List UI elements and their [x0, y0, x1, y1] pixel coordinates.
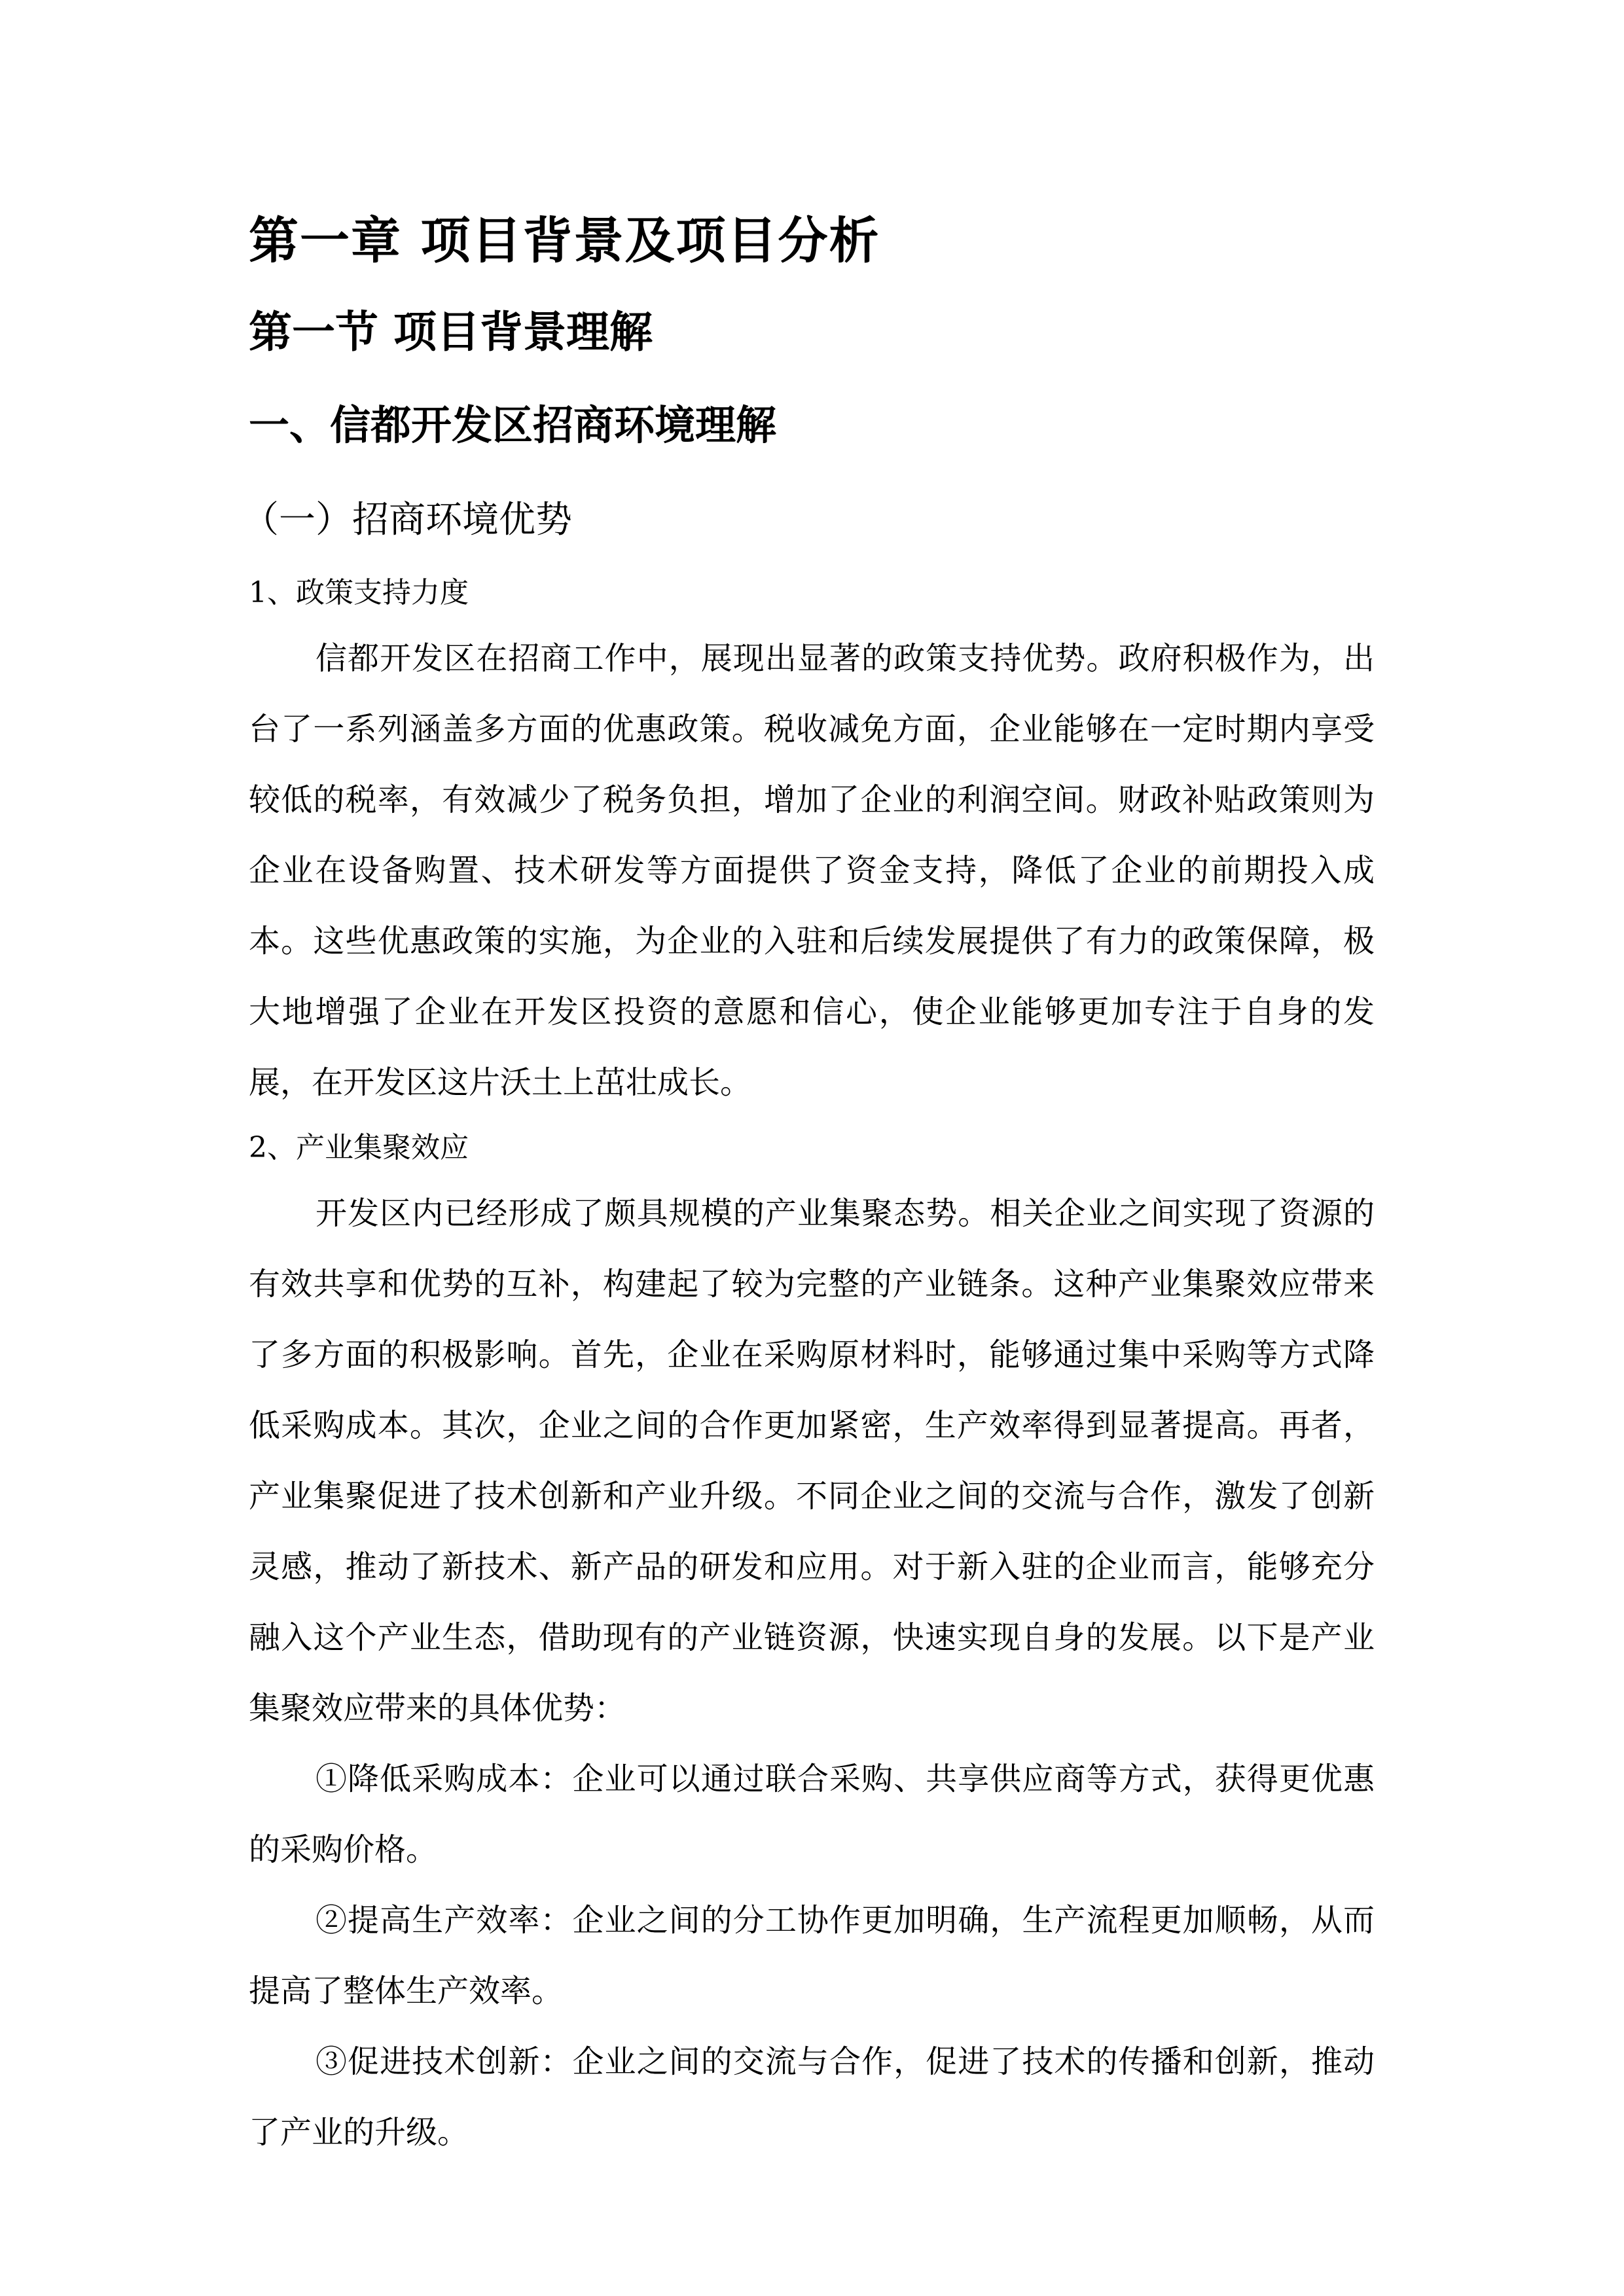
item-heading-industry: 2、产业集聚效应	[249, 1131, 469, 1164]
part-title: （一）招商环境优势	[242, 499, 572, 541]
page-content	[242, 208, 1375, 2168]
item-heading-policy: 1、政策支持力度	[249, 576, 469, 609]
body-paragraph: 开发区内已经形成了颇具规模的产业集聚态势。相关企业之间实现了资源的有效共享和优势的互补，构建起了较为完整的产业链条。这种产业集聚效应带来了多方面的积极影响。首先，企业在采购原材料时，能够通过集中采购等方式降低采购成本。其次，企业之间的合作更加紧密，生产效率得到显著提高。再者，产业集聚促进了技术创新和产业升级。不同企业之间的交流与合作，激发了创新灵感，推动了新技术、新产品的研发和应用。对于新入驻的企业而言，能够充分融入这个产业生态，借助现有的产业链资源，快速实现自身的发展。以下是产业集聚效应带来的具体优势：	[249, 1195, 1375, 1727]
list-item: ③促进技术创新：企业之间的交流与合作，促进了技术的传播和创新，推动了产业的升级。	[249, 2043, 1375, 2151]
list-item: ①降低采购成本：企业可以通过联合采购、共享供应商等方式，获得更优惠的采购价格。	[249, 1761, 1375, 1868]
list-item: ②提高生产效率：企业之间的分工协作更加明确，生产流程更加顺畅，从而提高了整体生产效率。	[249, 1902, 1375, 2009]
subsection-title: 一、信都开发区招商环境理解	[249, 401, 777, 449]
section-title: 第一节 项目背景理解	[249, 307, 653, 357]
chapter-title: 第一章 项目背景及项目分析	[249, 211, 880, 270]
body-paragraph: 信都开发区在招商工作中，展现出显著的政策支持优势。政府积极作为，出台了一系列涵盖多方面的优惠政策。税收减免方面，企业能够在一定时期内享受较低的税率，有效减少了税务负担，增加了企业的利润空间。财政补贴政策则为企业在设备购置、技术研发等方面提供了资金支持，降低了企业的前期投入成本。这些优惠政策的实施，为企业的入驻和后续发展提供了有力的政策保障，极大地增强了企业在开发区投资的意愿和信心，使企业能够更加专注于自身的发展，在开发区这片沃土上茁壮成长。	[249, 640, 1375, 1101]
